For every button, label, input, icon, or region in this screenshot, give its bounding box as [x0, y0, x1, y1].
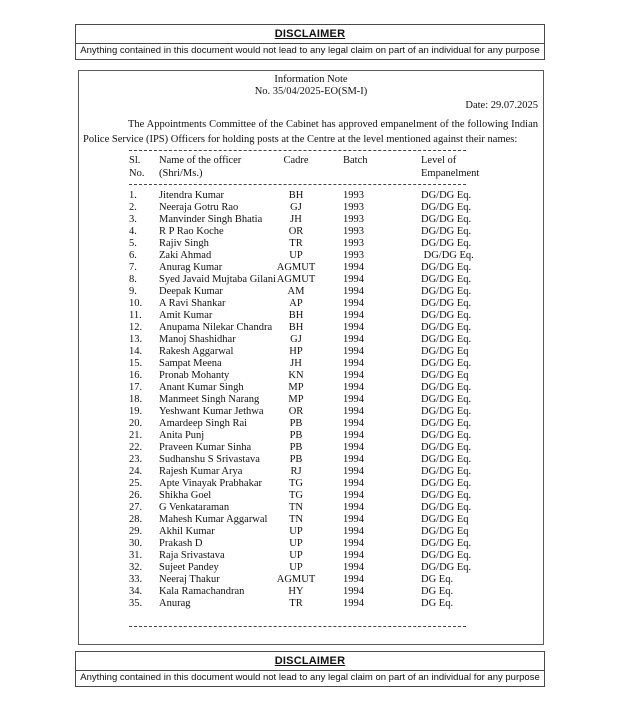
cell-officer-name: Akhil Kumar	[159, 526, 215, 537]
cell-batch: 1994	[343, 514, 364, 525]
cell-serial-number: 16.	[129, 370, 143, 381]
table-row	[79, 346, 543, 358]
cell-cadre: PB	[289, 430, 303, 441]
table-row	[79, 358, 543, 370]
table-row	[79, 418, 543, 430]
cell-cadre: AGMUT	[276, 574, 316, 585]
cell-batch: 1994	[343, 430, 364, 441]
cell-cadre: PB	[289, 454, 303, 465]
cell-empanelment-level: DG/DG Eq.	[421, 286, 472, 297]
table-row	[79, 370, 543, 382]
cell-cadre: GJ	[290, 202, 302, 213]
table-row	[79, 442, 543, 454]
cell-cadre: MP	[288, 382, 304, 393]
header-level: Level of Empanelment	[421, 155, 480, 179]
table-row	[79, 322, 543, 334]
cell-empanelment-level: DG Eq.	[421, 598, 454, 609]
table-row	[79, 574, 543, 586]
cell-officer-name: Neeraja Gotru Rao	[159, 202, 239, 213]
cell-empanelment-level: DG/DG Eq.	[421, 262, 472, 273]
cell-serial-number: 28.	[129, 514, 143, 525]
cell-batch: 1994	[343, 538, 364, 549]
cell-empanelment-level: DG/DG Eq.	[421, 454, 472, 465]
cell-officer-name: Raja Srivastava	[159, 550, 225, 561]
bottom-disclaimer-text: Anything contained in this document would not lead to any legal claim on part of an individual for any purpose	[80, 672, 540, 683]
cell-officer-name: Mahesh Kumar Aggarwal	[159, 514, 268, 525]
table-row	[79, 250, 543, 262]
cell-serial-number: 4.	[129, 226, 137, 237]
cell-serial-number: 27.	[129, 502, 143, 513]
cell-batch: 1994	[343, 322, 364, 333]
cell-cadre: KN	[288, 370, 304, 381]
table-row	[79, 202, 543, 214]
cell-serial-number: 7.	[129, 262, 137, 273]
cell-officer-name: Sudhanshu S Srivastava	[159, 454, 260, 465]
cell-cadre: UP	[289, 250, 303, 261]
cell-cadre: BH	[288, 190, 304, 201]
cell-empanelment-level: DG/DG Eq.	[421, 274, 472, 285]
cell-empanelment-level: DG/DG Eq.	[421, 394, 472, 405]
cell-serial-number: 35.	[129, 598, 143, 609]
bottom-disclaimer-box	[75, 651, 545, 687]
cell-officer-name: Manmeet Singh Narang	[159, 394, 260, 405]
table-row	[79, 406, 543, 418]
cell-officer-name: Rakesh Aggarwal	[159, 346, 234, 357]
cell-batch: 1994	[343, 370, 364, 381]
dashed-separator-top	[129, 150, 466, 151]
cell-batch: 1994	[343, 562, 364, 573]
cell-batch: 1994	[343, 490, 364, 501]
cell-serial-number: 29.	[129, 526, 143, 537]
cell-serial-number: 12.	[129, 322, 143, 333]
cell-cadre: RJ	[290, 466, 302, 477]
cell-officer-name: Manvinder Singh Bhatia	[159, 214, 263, 225]
cell-batch: 1994	[343, 478, 364, 489]
cell-officer-name: Zaki Ahmad	[159, 250, 212, 261]
cell-officer-name: Anita Punj	[159, 430, 205, 441]
cell-empanelment-level: DG Eq.	[421, 574, 454, 585]
cell-empanelment-level: DG/DG Eq.	[421, 358, 472, 369]
cell-officer-name: Jitendra Kumar	[159, 190, 225, 201]
cell-empanelment-level: DG/DG Eq.	[421, 226, 472, 237]
cell-officer-name: Syed Javaid Mujtaba Gilani	[159, 274, 276, 285]
cell-cadre: TR	[289, 238, 303, 249]
cell-batch: 1994	[343, 334, 364, 345]
cell-officer-name: Praveen Kumar Sinha	[159, 442, 252, 453]
top-disclaimer-title: DISCLAIMER	[76, 25, 544, 44]
cell-cadre: AGMUT	[276, 274, 316, 285]
cell-officer-name: Rajesh Kumar Arya	[159, 466, 243, 477]
table-row	[79, 334, 543, 346]
cell-empanelment-level: DG/DG Eq.	[421, 214, 472, 225]
cell-batch: 1993	[343, 202, 364, 213]
cell-cadre: AGMUT	[276, 262, 316, 273]
cell-cadre: OR	[288, 226, 304, 237]
header-name: Name of the officer (Shri/Ms.)	[159, 155, 242, 179]
table-row	[79, 454, 543, 466]
cell-cadre: UP	[289, 550, 303, 561]
cell-cadre: PB	[289, 442, 303, 453]
cell-empanelment-level: DG/DG Eq.	[421, 322, 472, 333]
cell-batch: 1994	[343, 274, 364, 285]
cell-empanelment-level: DG/DG Eq.	[421, 382, 472, 393]
cell-serial-number: 13.	[129, 334, 143, 345]
table-row	[79, 310, 543, 322]
dashed-separator-header	[129, 184, 466, 185]
cell-serial-number: 11.	[129, 310, 142, 321]
cell-empanelment-level: DG/DG Eq.	[421, 478, 472, 489]
table-row	[79, 550, 543, 562]
cell-batch: 1994	[343, 358, 364, 369]
cell-batch: 1994	[343, 466, 364, 477]
cell-serial-number: 1.	[129, 190, 137, 201]
cell-officer-name: Sampat Meena	[159, 358, 222, 369]
cell-serial-number: 6.	[129, 250, 137, 261]
cell-empanelment-level: DG Eq.	[421, 586, 454, 597]
cell-serial-number: 20.	[129, 418, 143, 429]
cell-batch: 1994	[343, 310, 364, 321]
cell-batch: 1994	[343, 586, 364, 597]
cell-cadre: TG	[289, 490, 303, 501]
cell-cadre: PB	[289, 418, 303, 429]
cell-officer-name: Neeraj Thakur	[159, 574, 220, 585]
cell-officer-name: G Venkataraman	[159, 502, 230, 513]
cell-empanelment-level: DG/DG Eq.	[421, 250, 474, 261]
cell-serial-number: 32.	[129, 562, 143, 573]
header-batch: Batch	[343, 155, 368, 166]
cell-cadre: HP	[289, 346, 303, 357]
cell-batch: 1994	[343, 298, 364, 309]
cell-officer-name: Kala Ramachandran	[159, 586, 245, 597]
cell-officer-name: Pronab Mohanty	[159, 370, 230, 381]
cell-officer-name: Anurag	[159, 598, 191, 609]
cell-batch: 1994	[343, 502, 364, 513]
cell-cadre: UP	[289, 526, 303, 537]
cell-empanelment-level: DG/DG Eq	[421, 514, 469, 525]
cell-serial-number: 33.	[129, 574, 143, 585]
note-date: Date: 29.07.2025	[465, 100, 538, 111]
cell-cadre: UP	[289, 538, 303, 549]
cell-empanelment-level: DG/DG Eq.	[421, 562, 472, 573]
table-row	[79, 526, 543, 538]
cell-empanelment-level: DG/DG Eq.	[421, 190, 472, 201]
cell-batch: 1994	[343, 286, 364, 297]
cell-officer-name: Apte Vinayak Prabhakar	[159, 478, 262, 489]
table-row	[79, 430, 543, 442]
cell-officer-name: Deepak Kumar	[159, 286, 223, 297]
cell-serial-number: 18.	[129, 394, 143, 405]
header-cadre: Cadre	[283, 155, 309, 166]
cell-cadre: GJ	[290, 334, 302, 345]
cell-serial-number: 2.	[129, 202, 137, 213]
cell-cadre: AP	[289, 298, 303, 309]
cell-serial-number: 3.	[129, 214, 137, 225]
top-disclaimer-text: Anything contained in this document would not lead to any legal claim on part of an individual for any purpose	[80, 45, 540, 56]
cell-serial-number: 26.	[129, 490, 143, 501]
cell-batch: 1993	[343, 250, 364, 261]
cell-empanelment-level: DG/DG Eq.	[421, 334, 472, 345]
cell-empanelment-level: DG/DG Eq.	[421, 502, 472, 513]
cell-cadre: MP	[288, 394, 304, 405]
cell-serial-number: 21.	[129, 430, 143, 441]
cell-serial-number: 19.	[129, 406, 143, 417]
cell-officer-name: Rajiv Singh	[159, 238, 209, 249]
cell-officer-name: Amardeep Singh Rai	[159, 418, 248, 429]
cell-officer-name: R P Rao Koche	[159, 226, 224, 237]
cell-serial-number: 31.	[129, 550, 143, 561]
cell-serial-number: 10.	[129, 298, 143, 309]
cell-serial-number: 25.	[129, 478, 143, 489]
cell-officer-name: Prakash D	[159, 538, 203, 549]
table-row	[79, 262, 543, 274]
cell-serial-number: 5.	[129, 238, 137, 249]
cell-officer-name: Anupama Nilekar Chandra	[159, 322, 273, 333]
cell-cadre: TN	[289, 514, 303, 525]
table-row	[79, 466, 543, 478]
cell-batch: 1994	[343, 598, 364, 609]
cell-empanelment-level: DG/DG Eq.	[421, 406, 472, 417]
cell-serial-number: 17.	[129, 382, 143, 393]
officer-table-body	[79, 190, 543, 610]
information-note-box	[78, 70, 544, 645]
cell-batch: 1994	[343, 442, 364, 453]
cell-batch: 1994	[343, 418, 364, 429]
cell-officer-name: Yeshwant Kumar Jethwa	[159, 406, 264, 417]
cell-cadre: JH	[290, 358, 302, 369]
cell-cadre: OR	[288, 406, 304, 417]
cell-officer-name: A Ravi Shankar	[159, 298, 226, 309]
table-row	[79, 190, 543, 202]
cell-empanelment-level: DG/DG Eq.	[421, 202, 472, 213]
cell-cadre: JH	[290, 214, 302, 225]
cell-serial-number: 22.	[129, 442, 143, 453]
table-row	[79, 502, 543, 514]
cell-serial-number: 34.	[129, 586, 143, 597]
cell-serial-number: 15.	[129, 358, 143, 369]
cell-batch: 1994	[343, 406, 364, 417]
cell-officer-name: Anurag Kumar	[159, 262, 223, 273]
cell-empanelment-level: DG/DG Eq	[421, 526, 469, 537]
table-row	[79, 238, 543, 250]
cell-cadre: AM	[287, 286, 305, 297]
cell-batch: 1994	[343, 394, 364, 405]
cell-empanelment-level: DG/DG Eq.	[421, 418, 472, 429]
cell-cadre: TG	[289, 478, 303, 489]
cell-empanelment-level: DG/DG Eq	[421, 346, 469, 357]
intro-paragraph: The Appointments Committee of the Cabinet has approved empanelment of the following Indian Police Service (IPS) Officers for holding posts at the Centre at the level mentioned against their names:	[83, 119, 538, 145]
cell-batch: 1994	[343, 454, 364, 465]
table-row	[79, 382, 543, 394]
cell-empanelment-level: DG/DG Eq.	[421, 442, 472, 453]
cell-empanelment-level: DG/DG Eq.	[421, 430, 472, 441]
table-row	[79, 286, 543, 298]
cell-batch: 1994	[343, 526, 364, 537]
table-row	[79, 514, 543, 526]
table-row	[79, 214, 543, 226]
cell-batch: 1994	[343, 346, 364, 357]
cell-serial-number: 14.	[129, 346, 143, 357]
cell-cadre: BH	[288, 310, 304, 321]
cell-serial-number: 30.	[129, 538, 143, 549]
cell-batch: 1994	[343, 262, 364, 273]
cell-empanelment-level: DG/DG Eq.	[421, 238, 472, 249]
cell-serial-number: 23.	[129, 454, 143, 465]
table-row	[79, 226, 543, 238]
cell-cadre: TR	[289, 598, 303, 609]
table-row	[79, 490, 543, 502]
cell-batch: 1993	[343, 214, 364, 225]
table-row	[79, 298, 543, 310]
cell-batch: 1993	[343, 226, 364, 237]
cell-officer-name: Anant Kumar Singh	[159, 382, 244, 393]
top-disclaimer-box	[75, 24, 545, 60]
cell-cadre: HY	[288, 586, 304, 597]
table-row	[79, 586, 543, 598]
table-row	[79, 478, 543, 490]
cell-serial-number: 9.	[129, 286, 137, 297]
cell-empanelment-level: DG/DG Eq.	[421, 310, 472, 321]
cell-serial-number: 24.	[129, 466, 143, 477]
table-row	[79, 538, 543, 550]
cell-empanelment-level: DG/DG Eq	[421, 370, 469, 381]
table-row	[79, 598, 543, 610]
cell-empanelment-level: DG/DG Eq.	[421, 538, 472, 549]
cell-cadre: UP	[289, 562, 303, 573]
table-row	[79, 562, 543, 574]
cell-batch: 1993	[343, 190, 364, 201]
cell-batch: 1993	[343, 238, 364, 249]
dashed-separator-bottom	[129, 626, 466, 627]
header-sl: Sl. No.	[129, 155, 145, 179]
cell-empanelment-level: DG/DG Eq.	[421, 298, 472, 309]
cell-empanelment-level: DG/DG Eq.	[421, 550, 472, 561]
cell-cadre: TN	[289, 502, 303, 513]
cell-empanelment-level: DG/DG Eq.	[421, 490, 472, 501]
cell-serial-number: 8.	[129, 274, 137, 285]
note-number: No. 35/04/2025-EO(SM-I)	[254, 86, 368, 97]
cell-batch: 1994	[343, 574, 364, 585]
table-row	[79, 394, 543, 406]
cell-batch: 1994	[343, 550, 364, 561]
cell-cadre: BH	[288, 322, 304, 333]
cell-officer-name: Amit Kumar	[159, 310, 213, 321]
note-title: Information Note	[274, 74, 348, 85]
table-header	[79, 154, 543, 180]
cell-officer-name: Shikha Goel	[159, 490, 212, 501]
cell-officer-name: Sujeet Pandey	[159, 562, 219, 573]
cell-batch: 1994	[343, 382, 364, 393]
cell-officer-name: Manoj Shashidhar	[159, 334, 236, 345]
table-row	[79, 274, 543, 286]
cell-empanelment-level: DG/DG Eq.	[421, 466, 472, 477]
bottom-disclaimer-title: DISCLAIMER	[76, 652, 544, 671]
